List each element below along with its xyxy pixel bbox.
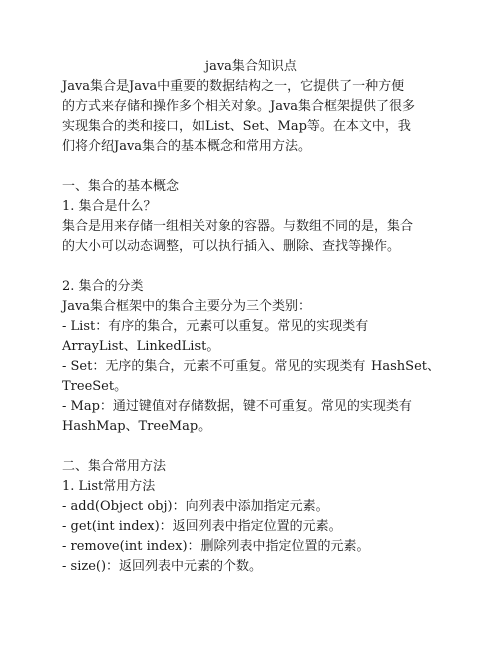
- list-item-line: TreeSet。: [62, 379, 128, 394]
- subsection-heading: 2. 集合的分类: [62, 279, 144, 294]
- section-heading: 一、集合的基本概念: [62, 179, 180, 194]
- paragraph-gap: [62, 257, 440, 277]
- intro-line: Java集合是Java中重要的数据结构之一，它提供了一种方便: [62, 79, 405, 94]
- paragraph-line: 集合是用来存储一组相关对象的容器。与数组不同的是，集合: [62, 219, 414, 234]
- list-item-text: HashSet、: [371, 359, 440, 374]
- list-item-text: - Set：无序的集合，元素不可重复。常见的实现类有: [62, 359, 366, 374]
- section-heading: 二、集合常用方法: [62, 459, 167, 474]
- subsection-heading: 1. 集合是什么？: [62, 199, 157, 214]
- paragraph-line: 的大小可以动态调整，可以执行插入、删除、查找等操作。: [62, 239, 401, 254]
- list-item-line: HashMap、TreeMap。: [62, 419, 212, 434]
- intro-line: 们将介绍Java集合的基本概念和常用方法。: [62, 139, 312, 154]
- paragraph-line: Java集合框架中的集合主要分为三个类别：: [62, 299, 312, 314]
- subsection-heading: 1. List常用方法: [62, 479, 156, 494]
- document-body: [62, 77, 440, 577]
- paragraph-gap: [62, 437, 440, 457]
- list-item-line: [62, 357, 440, 377]
- intro-line: 实现集合的类和接口，如List、Set、Map等。在本文中，我: [62, 119, 411, 134]
- list-item-line: - size()：返回列表中元素的个数。: [62, 559, 263, 574]
- list-item-line: - Map：通过键值对存储数据，键不可重复。常见的实现类有: [62, 399, 412, 414]
- list-item-line: - get(int index)：返回列表中指定位置的元素。: [62, 519, 342, 534]
- list-item-line: ArrayList、LinkedList。: [62, 339, 220, 354]
- document-title: java集合知识点: [205, 59, 297, 74]
- paragraph-gap: [62, 157, 440, 177]
- list-item-line: - remove(int index)：删除列表中指定位置的元素。: [62, 539, 370, 554]
- list-item-line: - add(Object obj)：向列表中添加指定元素。: [62, 499, 329, 514]
- list-item-line: - List：有序的集合，元素可以重复。常见的实现类有: [62, 319, 369, 334]
- intro-line: 的方式来存储和操作多个相关对象。Java集合框架提供了很多: [62, 99, 416, 114]
